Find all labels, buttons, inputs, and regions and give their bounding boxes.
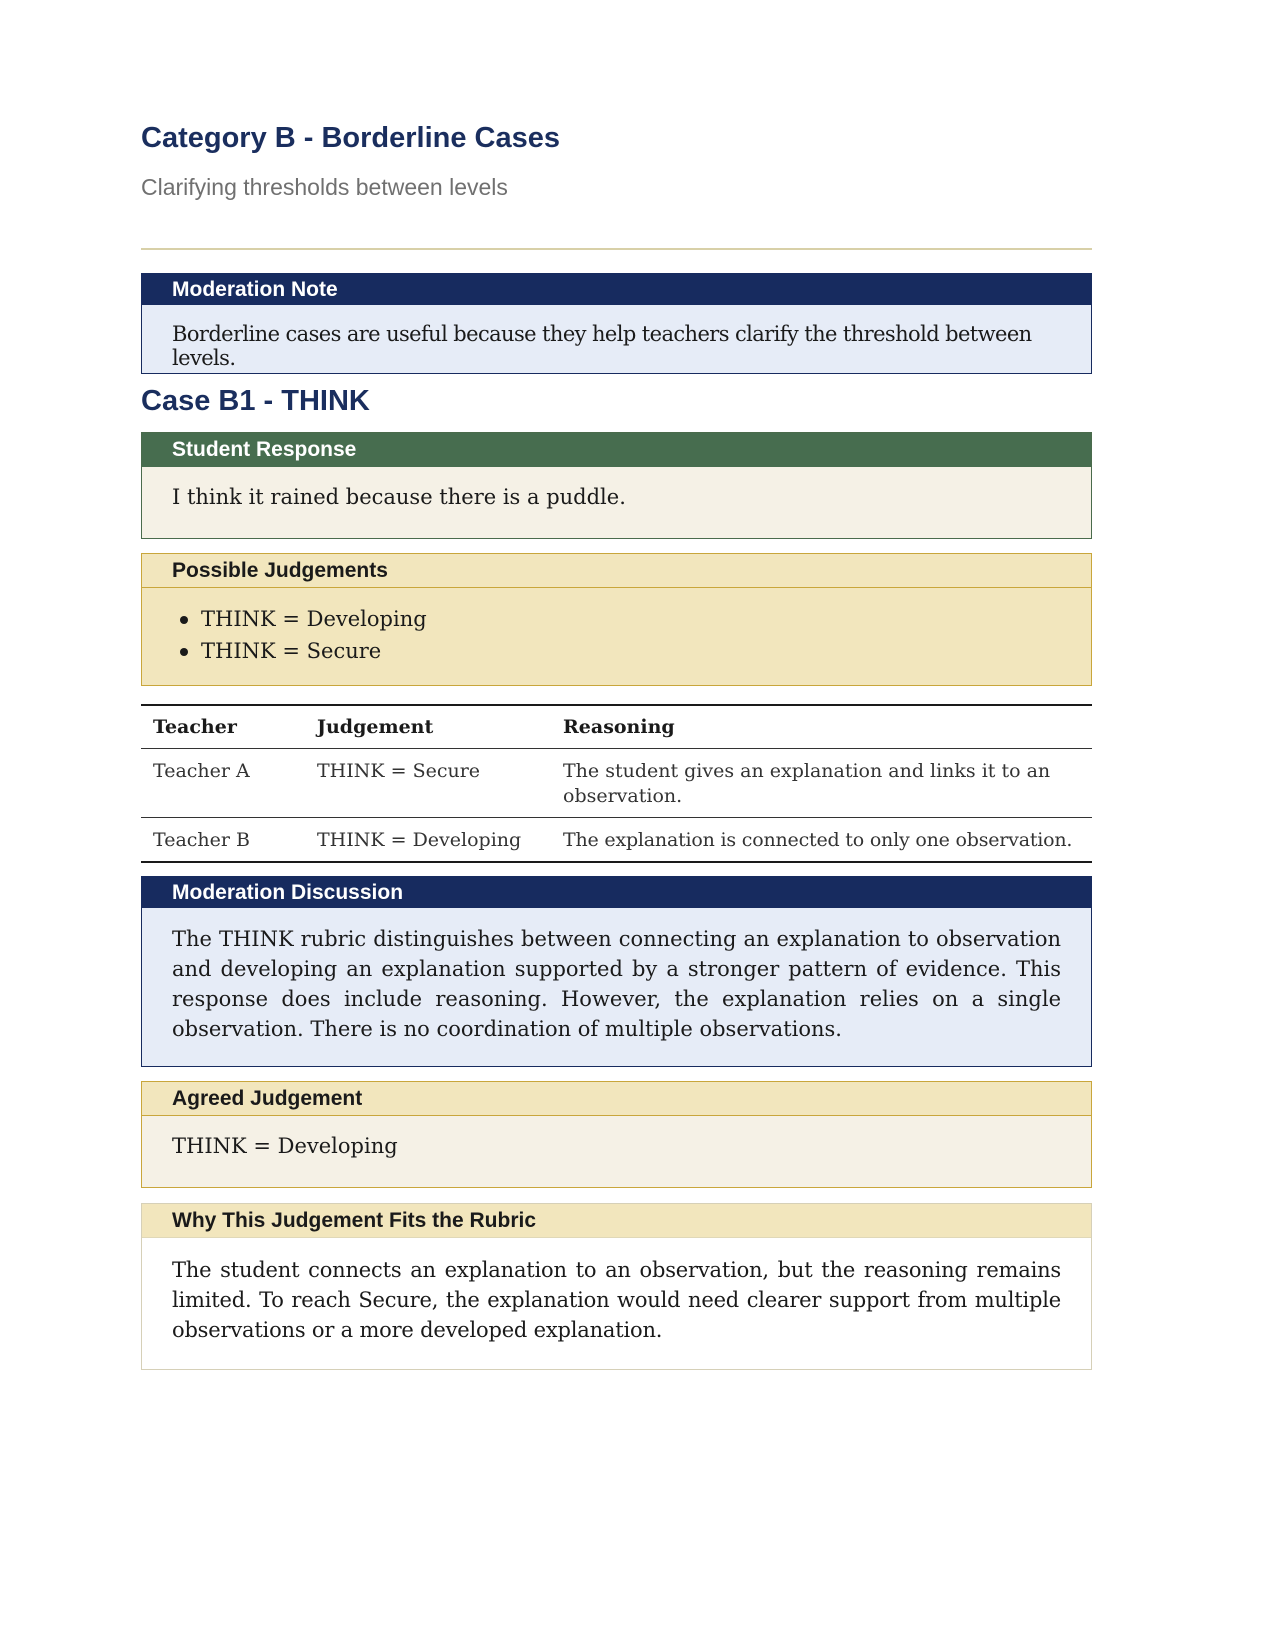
moderation-note-text: Borderline cases are useful because they help teachers clarify the threshold between levels.	[172, 322, 1032, 370]
student-response-text: I think it rained because there is a puddle.	[172, 485, 626, 509]
table-cell: The explanation is connected to only one observation.	[551, 818, 1092, 863]
table-cell: Teacher B	[141, 818, 305, 863]
table-cell: THINK = Secure	[305, 749, 551, 818]
table-header-row	[141, 705, 1092, 749]
possible-judgements-heading: Possible Judgements	[142, 554, 1091, 588]
moderation-note-box	[141, 273, 1092, 374]
student-response-box	[141, 432, 1092, 539]
moderation-note-heading: Moderation Note	[142, 274, 1091, 305]
list-item: THINK = Secure	[172, 635, 1061, 667]
column-header-reasoning: Reasoning	[551, 705, 1092, 749]
table-row	[141, 818, 1092, 863]
moderation-discussion-text: The THINK rubric distinguishes between connecting an explanation to observation and developing an explanation supported by a stronger pattern of evidence. This response does include reasoning. However, the explanation relies on a single observation. There is no coordination of multiple observations.	[172, 927, 1061, 1041]
column-header-judgement: Judgement	[305, 705, 551, 749]
rubric-fit-heading: Why This Judgement Fits the Rubric	[142, 1204, 1091, 1238]
page-title: Category B - Borderline Cases	[141, 122, 561, 154]
moderation-discussion-heading: Moderation Discussion	[142, 877, 1091, 908]
table-cell: The student gives an explanation and links it to an observation.	[551, 749, 1092, 818]
header-divider	[141, 248, 1092, 250]
agreed-judgement-heading: Agreed Judgement	[142, 1082, 1091, 1116]
page-subtitle: Clarifying thresholds between levels	[141, 174, 508, 200]
agreed-judgement-box	[141, 1081, 1092, 1188]
column-header-teacher: Teacher	[141, 705, 305, 749]
rubric-fit-text: The student connects an explanation to an observation, but the reasoning remains limited. To reach Secure, the explanation would need clearer support from multiple observations or a more developed explanation.	[172, 1258, 1061, 1342]
possible-judgements-list	[172, 603, 1061, 667]
possible-judgements-body	[142, 588, 1091, 667]
table-row	[141, 749, 1092, 818]
student-response-heading: Student Response	[142, 433, 1091, 467]
table-cell: Teacher A	[141, 749, 305, 818]
moderation-discussion-box	[141, 876, 1092, 1067]
judgement-table	[141, 704, 1092, 863]
list-item: THINK = Developing	[172, 603, 1061, 635]
possible-judgements-box	[141, 553, 1092, 686]
agreed-judgement-text: THINK = Developing	[172, 1134, 398, 1158]
case-title: Case B1 - THINK	[141, 385, 370, 417]
table-cell: THINK = Developing	[305, 818, 551, 863]
rubric-fit-box	[141, 1203, 1092, 1370]
